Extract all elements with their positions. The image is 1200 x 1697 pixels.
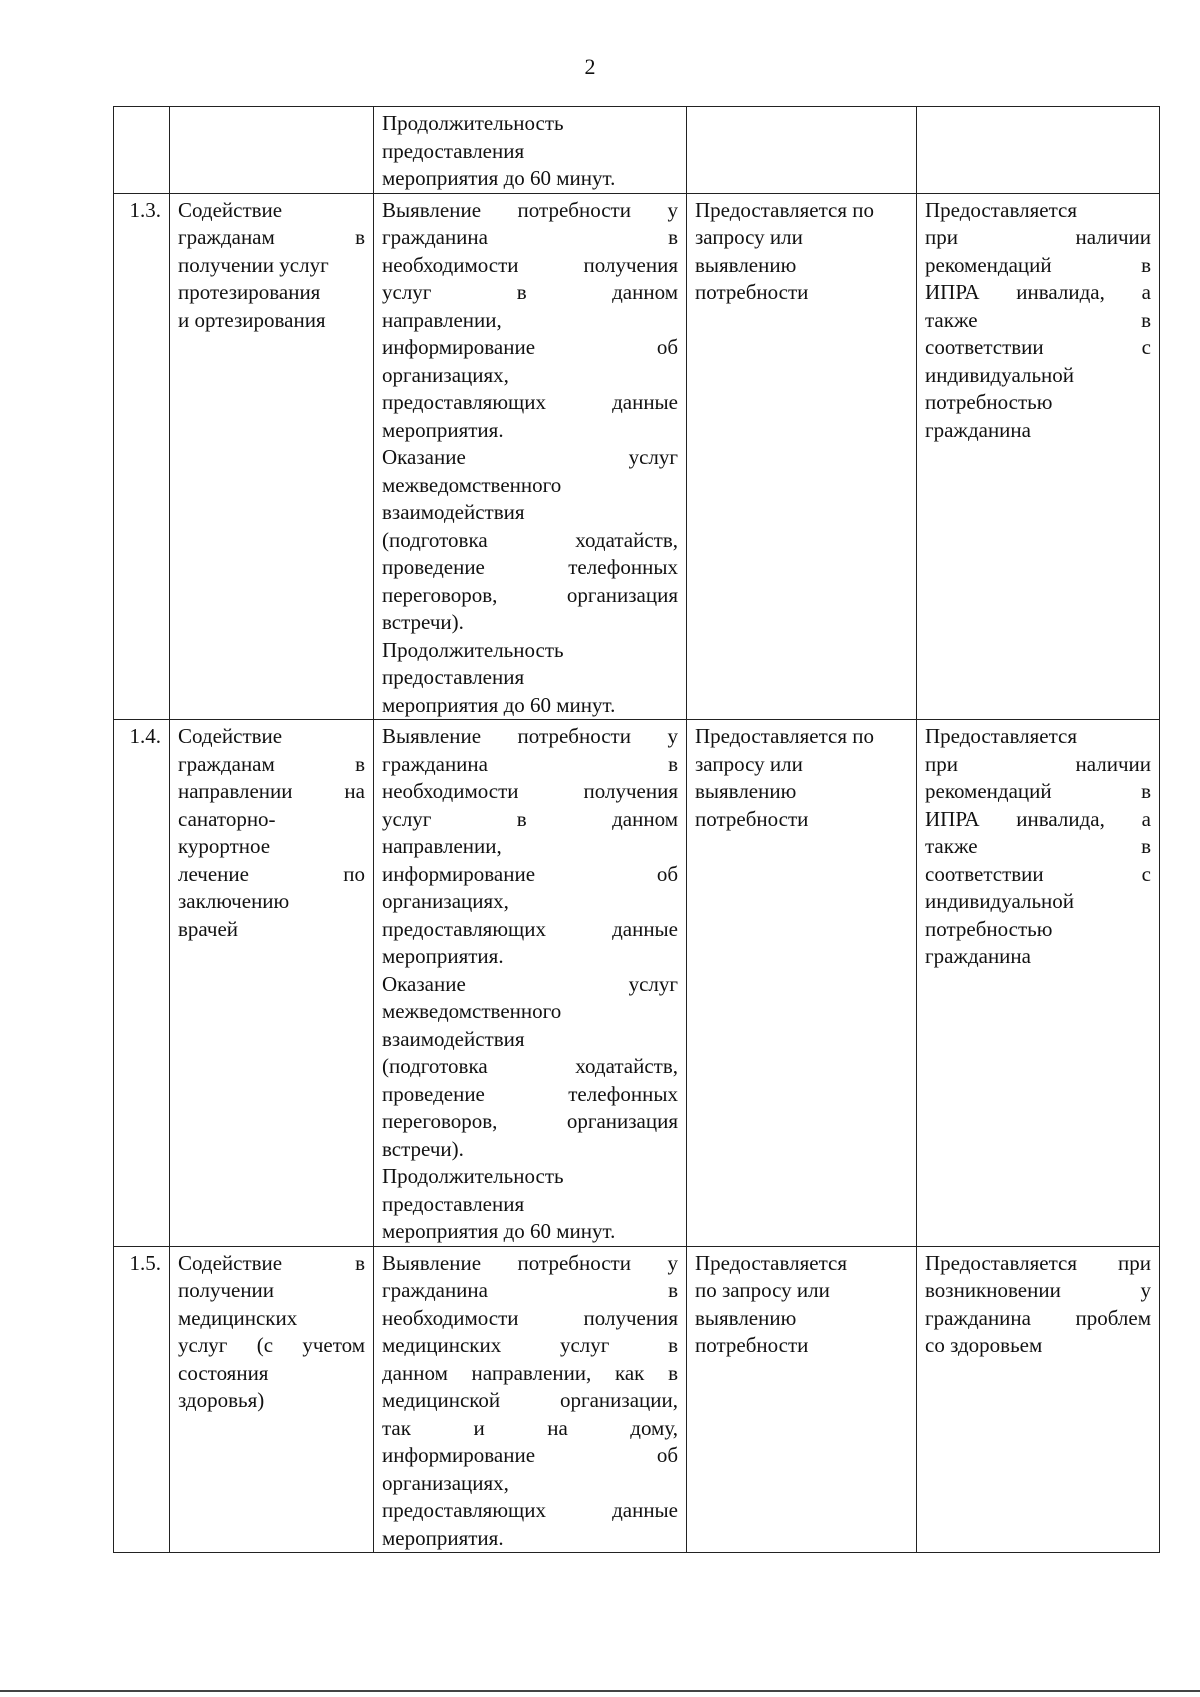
provision-condition-cell [687,107,917,194]
cell-text-line: запросу или [695,225,803,249]
cell-text-line: рекомендаций в [925,252,1151,277]
cell-text-line: необходимости получения [382,252,678,277]
cell-text-line: (подготовка ходатайств, [382,527,678,552]
cell-text-line: Выявление потребности у [382,1250,678,1275]
cell-text-line: необходимости получения [382,779,678,803]
cell-text-line: предоставления [382,138,525,163]
cell-text-line: лечение по [178,861,365,886]
cell-text-line: возникновении у [925,1278,1151,1302]
scan-edge-line [0,1690,1200,1692]
cell-text-line: потребностью [925,916,1053,941]
cell-text-line: ИПРА инвалида, а [925,806,1151,831]
page-number: 2 [584,54,596,79]
cell-text-line: соответствии с [925,335,1151,359]
cell-text-line: Оказание услуг [382,971,678,996]
cell-text-line: организациях, [382,362,509,387]
service-name-cell [170,107,374,194]
service-name-cell [170,193,374,720]
cell-text-line: направлении, [382,834,502,858]
cell-text-line: состояния [178,1360,269,1385]
cell-text-line: Оказание услуг [382,445,678,469]
cell-text-line: проведение телефонных [382,1081,678,1106]
table-row [114,720,1160,1247]
cell-text-line: взаимодействия [382,500,525,524]
cell-text-line: также в [925,834,1151,858]
cell-text-line: гражданина в [382,751,678,776]
provision-basis-cell [917,1246,1160,1553]
cell-text-line: межведомственного [382,472,562,497]
cell-text-line: Содействие [178,724,283,748]
service-name-cell [170,1246,374,1553]
provision-basis-cell [917,720,1160,1247]
cell-text-line: организациях, [382,889,509,913]
provision-basis-cell [917,107,1160,194]
cell-text-line: выявлению [695,252,797,277]
cell-text-line: индивидуальной [925,889,1074,913]
cell-text-line: получении услуг [178,252,329,277]
cell-text-line: курортное [178,834,271,858]
service-description-cell [374,107,687,194]
provision-condition-cell [687,720,917,1247]
row-number-cell [114,107,170,194]
service-description-cell [374,1246,687,1553]
cell-text-line: выявлению [695,779,797,803]
cell-text-line: врачей [178,916,239,941]
row-number-cell: 1.4. [114,720,170,1247]
cell-text-line: гражданам в [178,751,365,776]
cell-text-line: переговоров, организация [382,582,678,607]
cell-text-line: так и на дому, [382,1415,678,1440]
cell-text-line: запросу или [695,751,803,776]
cell-text-line: информирование об [382,861,678,886]
cell-text-line: организациях, [382,1470,509,1495]
cell-text-line: услуг (с учетом [178,1333,365,1357]
cell-text-line: информирование об [382,335,678,359]
cell-text-line: предоставления [382,1191,525,1216]
cell-text-line: услуг в данном [382,280,678,304]
cell-text-line: рекомендаций в [925,779,1151,803]
cell-text-line: потребностью [925,390,1053,414]
cell-text-line: Предоставляется по [695,197,874,222]
cell-text-line: здоровья) [178,1388,265,1412]
cell-text-line: Выявление потребности у [382,724,678,748]
cell-text-line: мероприятия до 60 минут. [382,166,616,190]
cell-text-line: гражданина [925,417,1031,442]
cell-text-line: Предоставляется при [925,1250,1151,1275]
cell-text-line: получении [178,1278,275,1302]
cell-text-line: и ортезирования [178,307,326,332]
table-row [114,107,1160,194]
cell-text-line: мероприятия. [382,1525,504,1550]
cell-text-line: медицинской организации, [382,1388,678,1412]
cell-text-line: предоставления [382,665,525,689]
cell-text-line: со здоровьем [925,1333,1043,1357]
cell-text-line: по запросу или [695,1278,830,1302]
cell-text-line: Содействие в [178,1250,365,1275]
cell-text-line: предоставляющих данные [382,916,678,941]
cell-text-line: выявлению [695,1305,797,1330]
cell-text-line: встречи). [382,1136,464,1161]
cell-text-line: необходимости получения [382,1305,678,1330]
cell-text-line: (подготовка ходатайств, [382,1054,678,1078]
cell-text-line: гражданина проблем [925,1305,1151,1330]
cell-text-line: при наличии [925,225,1151,249]
services-table [113,106,1160,1553]
cell-text-line: Предоставляется [925,197,1078,222]
cell-text-line: при наличии [925,751,1151,776]
cell-text-line: индивидуальной [925,362,1074,387]
cell-text-line: направлении на [178,779,365,803]
cell-text-line: потребности [695,1333,809,1357]
cell-text-line: Продолжительность [382,1164,564,1188]
cell-text-line: встречи). [382,610,464,634]
cell-text-line: потребности [695,806,809,831]
cell-text-line: Содействие [178,197,283,222]
cell-text-line: мероприятия до 60 минут. [382,692,616,717]
cell-text-line: санаторно- [178,806,276,831]
cell-text-line: протезирования [178,280,321,304]
cell-text-line: ИПРА инвалида, а [925,280,1151,304]
cell-text-line: предоставляющих данные [382,1498,678,1522]
table-body [114,107,1160,1553]
row-number-cell: 1.3. [114,193,170,720]
cell-text-line: Продолжительность [382,637,564,662]
cell-text-line: также в [925,307,1151,332]
cell-text-line: соответствии с [925,861,1151,886]
cell-text-line: предоставляющих данные [382,390,678,414]
cell-text-line: мероприятия. [382,944,504,968]
cell-text-line: межведомственного [382,999,562,1023]
cell-text-line: переговоров, организация [382,1109,678,1133]
cell-text-line: Продолжительность [382,111,564,135]
row-number-cell: 1.5. [114,1246,170,1553]
cell-text-line: взаимодействия [382,1026,525,1051]
cell-text-line: информирование об [382,1443,678,1467]
service-description-cell [374,720,687,1247]
cell-text-line: гражданина в [382,225,678,249]
table-row [114,193,1160,720]
cell-text-line: гражданам в [178,225,365,249]
cell-text-line: услуг в данном [382,806,678,831]
service-description-cell [374,193,687,720]
provision-condition-cell [687,1246,917,1553]
cell-text-line: медицинских [178,1305,298,1330]
cell-text-line: проведение телефонных [382,555,678,579]
cell-text-line: направлении, [382,307,502,332]
cell-text-line: Выявление потребности у [382,197,678,222]
cell-text-line: гражданина [925,944,1031,968]
cell-text-line: мероприятия до 60 минут. [382,1219,616,1243]
cell-text-line: Предоставляется [695,1250,848,1275]
cell-text-line: Предоставляется по [695,724,874,748]
cell-text-line: гражданина в [382,1278,678,1302]
cell-text-line: заключению [178,889,290,913]
cell-text-line: мероприятия. [382,417,504,442]
table-row [114,1246,1160,1553]
cell-text-line: Предоставляется [925,724,1078,748]
cell-text-line: потребности [695,280,809,304]
provision-basis-cell [917,193,1160,720]
cell-text-line: данном направлении, как в [382,1360,678,1385]
provision-condition-cell [687,193,917,720]
cell-text-line: медицинских услуг в [382,1333,678,1357]
service-name-cell [170,720,374,1247]
